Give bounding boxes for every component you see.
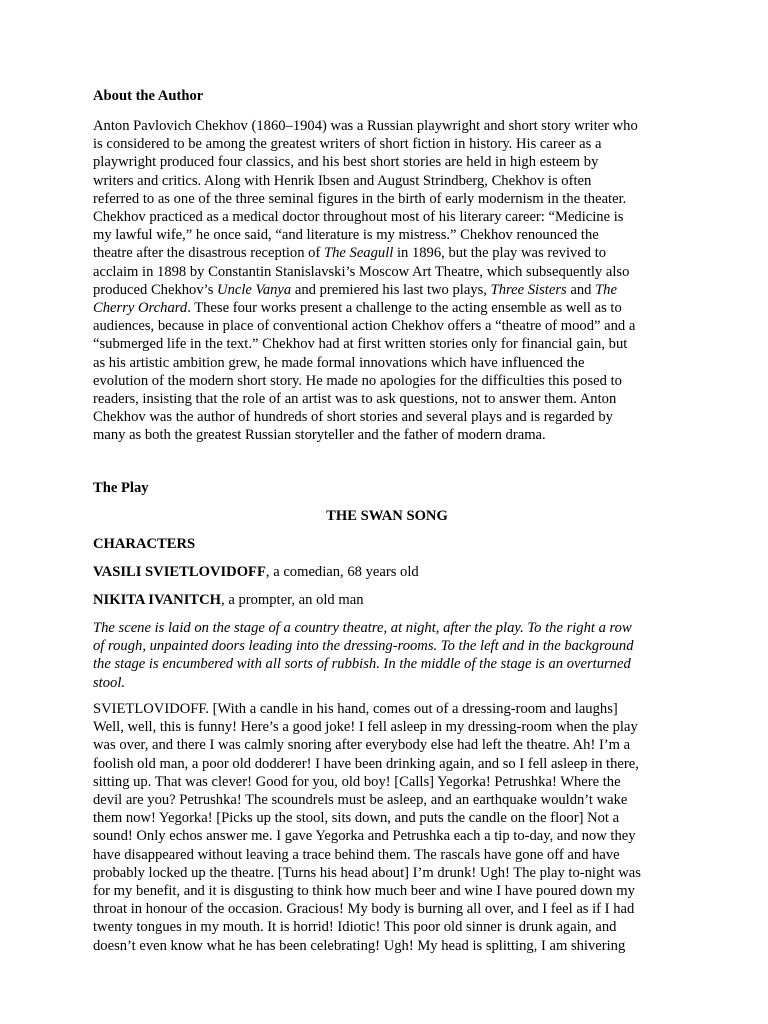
dialogue-line: for my benefit, and it is disgusting to think how much beer and wine I have poured down my — [93, 883, 635, 900]
scene-line: the stage is encumbered with all sorts of rubbish. In the middle of the stage is an overturned — [93, 656, 631, 673]
about-line: produced Chekhov’s Uncle Vanya and premiered his last two plays, Three Sisters and The — [93, 281, 617, 298]
character-name: NIKITA IVANITCH — [93, 592, 222, 608]
about-line: as his artistic ambition grew, he made formal innovations which have influenced the — [93, 354, 585, 371]
about-line: playwright produced four classics, and his best short stories are held in high esteem by — [93, 154, 599, 171]
dialogue-line: sitting up. That was clever! Good for you, old boy! [Calls] Yegorka! Petrushka! Where the — [93, 773, 621, 790]
scene-line: of rough, unpainted doors leading into the dressing-rooms. To the left and in the background — [93, 638, 634, 655]
play-heading: The Play — [93, 480, 149, 496]
dialogue-line: Well, well, this is funny! Here’s a good joke! I fell asleep in my dressing-room when the play — [93, 719, 638, 736]
scene-description — [93, 619, 681, 692]
dialogue-line: SVIETLOVIDOFF. [With a candle in his hand, comes out of a dressing-room and laughs] — [93, 701, 618, 717]
about-heading: About the Author — [93, 88, 204, 104]
dialogue-line: them now! Yegorka! [Picks up the stool, sits down, and puts the candle on the floor] Not a — [93, 810, 620, 827]
about-line: my lawful wife,” he once said, “and literature is my mistress.” Chekhov renounced the — [93, 227, 599, 244]
character-entry — [93, 564, 681, 581]
about-line: evolution of the modern short story. He made no apologies for the difficulties this posed to — [93, 372, 622, 389]
dialogue-line: was over, and there I was calmly snoring after everybody else had left the theatre. Ah! I’m a — [93, 737, 631, 754]
dialogue-line: devil are you? Petrushka! The scoundrels must be asleep, and an earthquake wouldn’t wake — [93, 792, 628, 809]
about-line: many as both the greatest Russian storyteller and the father of modern drama. — [93, 427, 546, 444]
character-description: , a comedian, 68 years old — [265, 564, 419, 580]
about-line: readers, insisting that the role of an artist was to ask questions, not to answer them. Anton — [93, 391, 617, 408]
dialogue-line: foolish old man, a poor old dodderer! I have been drinking again, and so I fell asleep in there, — [93, 755, 639, 772]
dialogue-line: have disappeared without leaving a trace behind them. The rascals have gone off and have — [93, 846, 620, 863]
about-line: “submerged life in the text.” Chekhov had at first written stories only for financial gain, but — [93, 336, 628, 353]
about-line: audiences, because in place of conventional action Chekhov offers a “theatre of mood” and a — [93, 318, 636, 335]
play-title: THE SWAN SONG — [326, 508, 448, 524]
about-line: is considered to be among the greatest writers of short fiction in history. His career as a — [93, 136, 602, 153]
title-the-seagull: The Seagull — [323, 245, 394, 262]
about-line: Chekhov practiced as a medical doctor throughout most of his literary career: “Medicine is — [93, 209, 624, 226]
dialogue-line: doesn’t even know what he has been celebrating! Ugh! My head is splitting, I am shivering — [93, 937, 626, 954]
title-cherry-orchard-part2: Cherry Orchard — [93, 300, 188, 317]
about-line: Chekhov was the author of hundreds of short stories and several plays and is regarded by — [93, 409, 613, 426]
scene-line: stool. — [93, 674, 126, 691]
character-name: VASILI SVIETLOVIDOFF — [93, 564, 266, 580]
character-description: , a prompter, an old man — [221, 592, 364, 608]
about-paragraph — [93, 117, 681, 445]
scene-line: The scene is laid on the stage of a country theatre, at night, after the play. To the right a row — [93, 620, 632, 636]
dialogue-line: twenty tongues in my mouth. It is horrid! Idiotic! This poor old sinner is drunk again, and — [93, 919, 617, 936]
about-line: Anton Pavlovich Chekhov (1860–1904) was a Russian playwright and short story writer who — [93, 118, 638, 134]
characters-heading: CHARACTERS — [93, 536, 196, 552]
character-entry — [93, 592, 681, 609]
title-uncle-vanya: Uncle Vanya — [217, 281, 292, 298]
about-line: referred to as one of the three seminal figures in the birth of early modernism in the theater. — [93, 190, 627, 207]
about-line: Cherry Orchard. These four works present a challenge to the acting ensemble as well as to — [93, 300, 622, 317]
dialogue-paragraph — [93, 700, 681, 955]
about-line: writers and critics. Along with Henrik Ibsen and August Strindberg, Chekhov is often — [93, 172, 592, 189]
dialogue-line: sound! Only echos answer me. I gave Yegorka and Petrushka each a tip to-day, and now they — [93, 828, 636, 845]
about-line: acclaim in 1898 by Constantin Stanislavski’s Moscow Art Theatre, which subsequently also — [93, 263, 630, 280]
dialogue-line: probably locked up the theatre. [Turns his head about] I’m drunk! Ugh! The play to-night was — [93, 864, 641, 881]
dialogue-line: throat in honour of the occasion. Gracious! My body is burning all over, and I feel as if I had — [93, 901, 635, 918]
title-cherry-orchard-part1: The — [595, 281, 617, 298]
about-line: theatre after the disastrous reception of The Seagull in 1896, but the play was revived to — [93, 245, 607, 262]
title-three-sisters: Three Sisters — [490, 281, 567, 298]
